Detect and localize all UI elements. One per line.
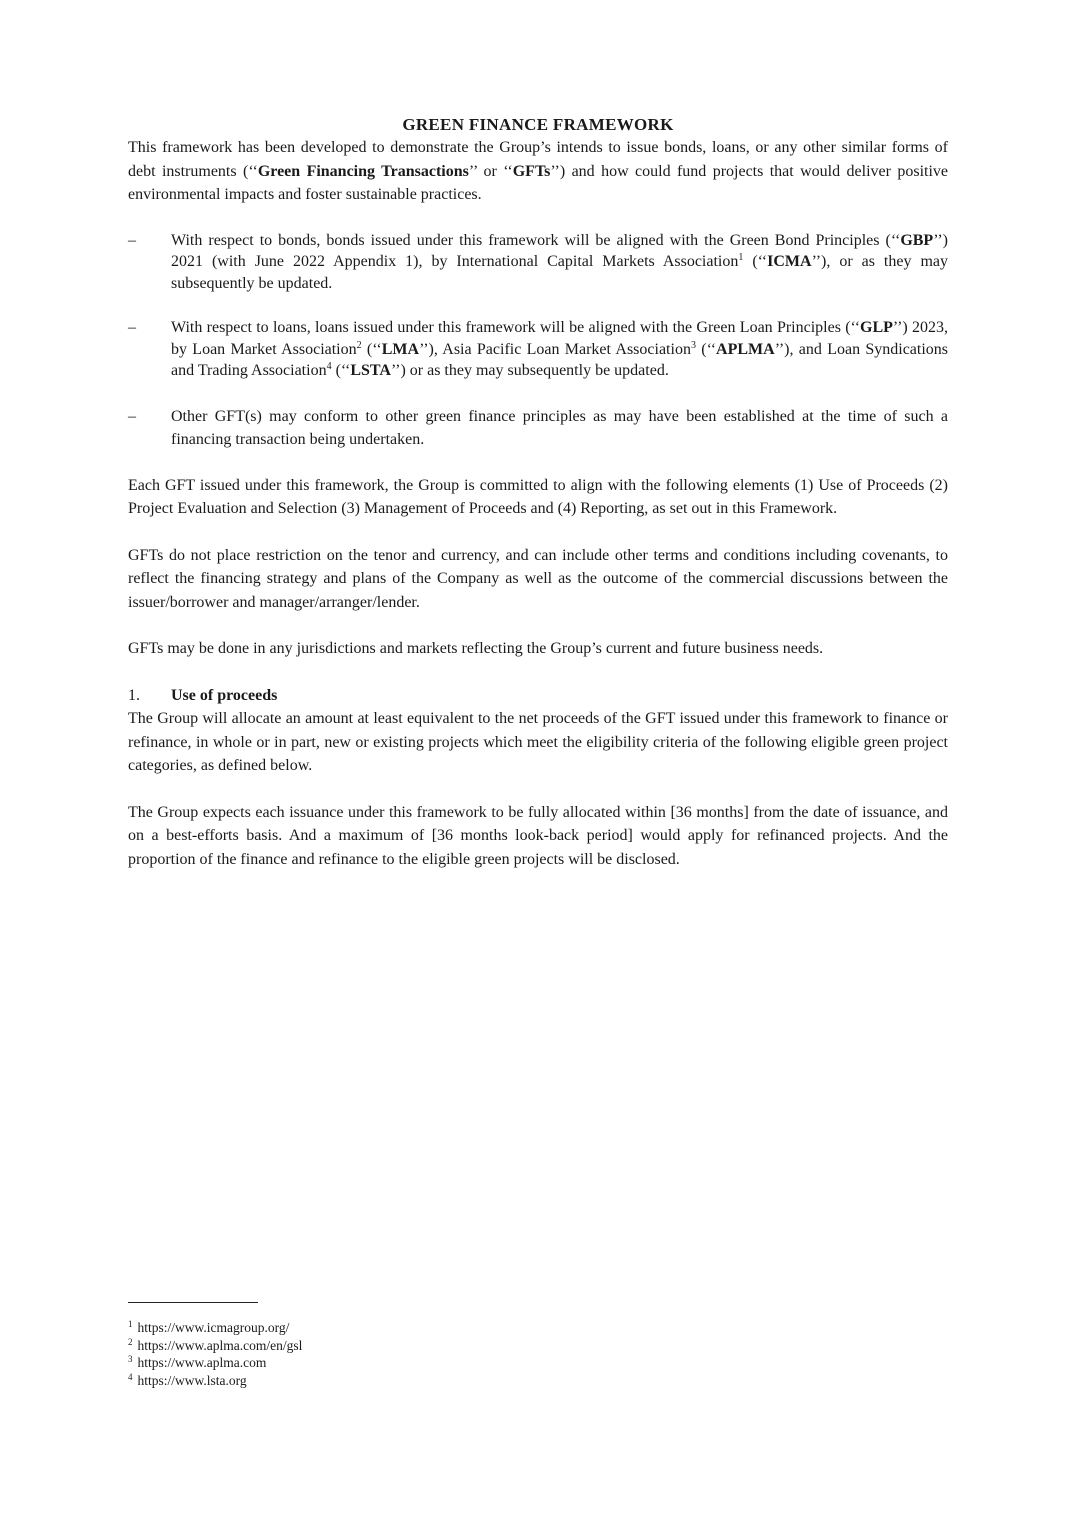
- list-item-bonds: [128, 230, 948, 295]
- list-item-loans: [128, 317, 948, 382]
- bullet-text: (‘‘: [695, 340, 717, 358]
- footnote-ref-4: 4: [326, 361, 332, 372]
- bullet-text: ’’) or as they may subsequently be updated.: [390, 362, 669, 379]
- document-title: GREEN FINANCE FRAMEWORK: [402, 115, 674, 134]
- footnote-number: 4: [128, 1371, 133, 1382]
- list-item-other-gfts: [128, 405, 948, 451]
- dash-bullet: –: [128, 407, 136, 425]
- footnote-link[interactable]: https://www.aplma.com: [137, 1355, 267, 1370]
- footnote-number: 3: [128, 1354, 133, 1364]
- intro-text-1: This framework has been developed to demonstrate the Group’s intends to issue bonds, loans, or any other similar forms of debt instruments (‘‘: [128, 139, 948, 180]
- dash-bullet: –: [128, 319, 136, 336]
- bullet-text: ’’), Asia Pacific Loan Market Association: [419, 340, 691, 358]
- footnote-item: [128, 1372, 528, 1390]
- principles-list: [128, 230, 948, 451]
- footnotes: [128, 1302, 528, 1389]
- bullet-text: ’’) 2021 (with June 2022 Appendix 1), by International Capital Markets Association: [171, 231, 948, 270]
- tenor-paragraph: GFTs do not place restriction on the tenor and currency, and can include other terms and conditions including covenants, to reflect the financing strategy and plans of the Company as well as the outcome of the commercial discussions between the issuer/borrower and manager/arranger/lender.: [128, 546, 948, 611]
- footnote-link[interactable]: https://www.icmagroup.org/: [137, 1320, 290, 1335]
- footnote-ref-3: 3: [690, 339, 696, 351]
- bullet-text: With respect to bonds, bonds issued under this framework will be aligned with the Green Bond Principles (‘‘: [171, 231, 901, 249]
- use-of-proceeds-paragraph-2: The Group expects each issuance under this framework to be fully allocated within [36 months] from the date of issuance, and on a best-efforts basis. And a maximum of [36 months look-back period] would apply for refinanced projects. And the proportion of the finance and refinance to the eligible green projects will be disclosed.: [128, 803, 948, 868]
- footnote-item: [128, 1319, 528, 1337]
- bullet-text: ’’), or as they may subsequently be updated.: [171, 253, 948, 292]
- footnote-number: 2: [128, 1336, 133, 1347]
- bullet-text: With respect to loans, loans issued under this framework will be aligned with the Green Loan Principles (‘‘: [171, 319, 861, 336]
- bullet-text: (‘‘: [331, 362, 351, 379]
- bullet-text: (‘‘: [743, 253, 768, 270]
- term-lsta: LSTA: [350, 362, 391, 379]
- footnote-link[interactable]: https://www.lsta.org: [137, 1372, 247, 1388]
- bullet-text: Other GFT(s) may conform to other green finance principles as may have been established at the time of such a financing transaction being undertaken.: [171, 407, 948, 448]
- spacer: [128, 661, 948, 684]
- spacer: [128, 778, 948, 801]
- section-heading-text: Use of proceeds: [171, 686, 278, 704]
- footnote-divider: [128, 1302, 258, 1303]
- footnote-ref-1: 1: [738, 252, 744, 263]
- term-aplma: APLMA: [716, 340, 775, 358]
- jurisdictions-paragraph: GFTs may be done in any jurisdictions and markets reflecting the Group’s current and future business needs.: [128, 640, 824, 657]
- intro-text-3: ’’) and how could fund projects that would deliver positive environmental impacts and foster sustainable practices.: [128, 162, 949, 203]
- footnote-ref-2: 2: [356, 339, 362, 351]
- footnote-item: [128, 1354, 528, 1372]
- term-gbp: GBP: [900, 231, 934, 249]
- spacer: [128, 521, 948, 544]
- term-icma: ICMA: [767, 253, 812, 270]
- term-glp: GLP: [860, 319, 893, 336]
- footnote-number: 1: [128, 1319, 133, 1329]
- bullet-text: (‘‘: [361, 340, 382, 358]
- bullet-text: ’’) 2023, by Loan Market Association: [171, 319, 949, 358]
- term-lma: LMA: [381, 340, 420, 358]
- footnote-item: [128, 1337, 528, 1355]
- dash-bullet: –: [128, 231, 136, 249]
- intro-paragraph: [128, 136, 948, 207]
- footnote-link[interactable]: https://www.aplma.com/en/gsl: [137, 1337, 303, 1353]
- term-gfts: GFTs: [512, 162, 551, 180]
- bullet-text: ’’), and Loan Syndications and Trading Association: [171, 340, 949, 379]
- section-heading-use-of-proceeds: [128, 684, 948, 708]
- document-page: [128, 114, 948, 871]
- use-of-proceeds-paragraph-1: The Group will allocate an amount at least equivalent to the net proceeds of the GFT issued under this framework to finance or refinance, in whole or in part, new or existing projects which meet the eligibility criteria of the following eligible green project categories, as defined below.: [128, 710, 948, 774]
- intro-text-2: ’’ or ‘‘: [468, 162, 513, 180]
- term-green-financing-transactions: Green Financing Transactions: [257, 162, 469, 180]
- spacer: [128, 614, 948, 637]
- section-number: 1.: [128, 686, 140, 704]
- elements-paragraph: Each GFT issued under this framework, the Group is committed to align with the following elements (1) Use of Proceeds (2) Project Evaluation and Selection (3) Management of Proceeds and (4) Reporting, as set out in this Framework.: [128, 476, 948, 517]
- spacer: [128, 207, 948, 230]
